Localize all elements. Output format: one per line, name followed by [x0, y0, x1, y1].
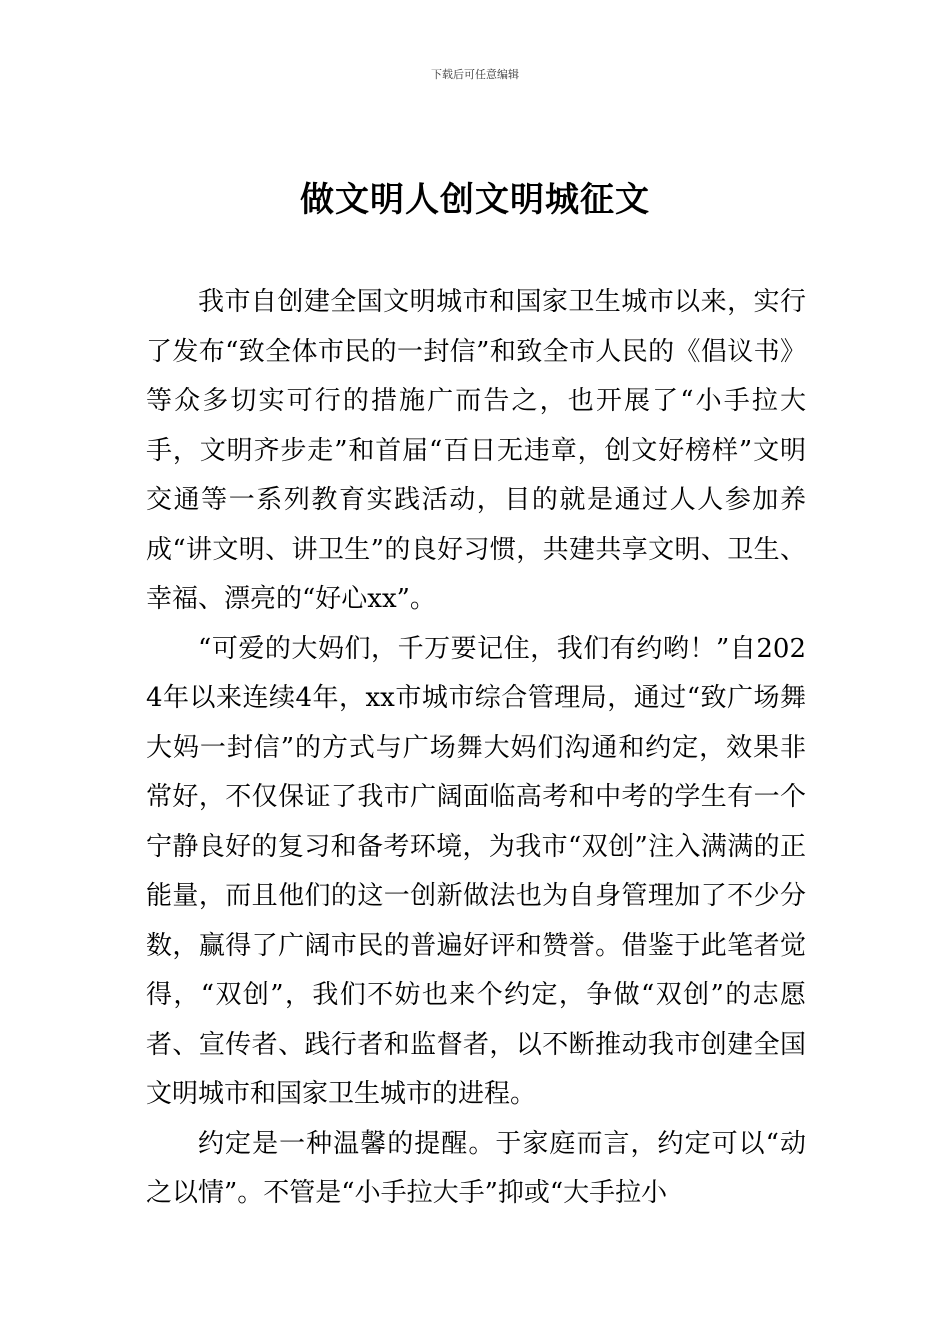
document-body	[146, 278, 806, 1219]
document-title: 做文明人创文明城征文	[300, 180, 650, 220]
paragraph-1: 我市自创建全国文明城市和国家卫生城市以来，实行了发布“致全体市民的一封信”和致全市人民的《倡议书》等众多切实可行的措施广而告之，也开展了“小手拉大手，文明齐步走”和首届“百日无违章，创文好榜样”文明交通等一系列教育实践活动，目的就是通过人人参加养成“讲文明、讲卫生”的良好习惯，共建共享文明、卫生、幸福、漂亮的“好心xx”。	[146, 287, 806, 614]
paragraph-2: “可爱的大妈们，千万要记住，我们有约哟！”自2024年以来连续4年，xx市城市综合管理局，通过“致广场舞大妈一封信”的方式与广场舞大妈们沟通和约定，效果非常好，不仅保证了我市广阔面临高考和中考的学生有一个宁静良好的复习和备考环境，为我市“双创”注入满满的正能量，而且他们的这一创新做法也为自身管理加了不少分数，赢得了广阔市民的普遍好评和赞誉。借鉴于此笔者觉得，“双创”，我们不妨也来个约定，争做“双创”的志愿者、宣传者、践行者和监督者，以不断推动我市创建全国文明城市和国家卫生城市的进程。	[146, 633, 806, 1109]
header-note: 下载后可任意编辑	[431, 68, 519, 81]
paragraph-3: 约定是一种温馨的提醒。于家庭而言，约定可以“动之以情”。不管是“小手拉大手”抑或“大手拉小	[146, 1128, 806, 1208]
